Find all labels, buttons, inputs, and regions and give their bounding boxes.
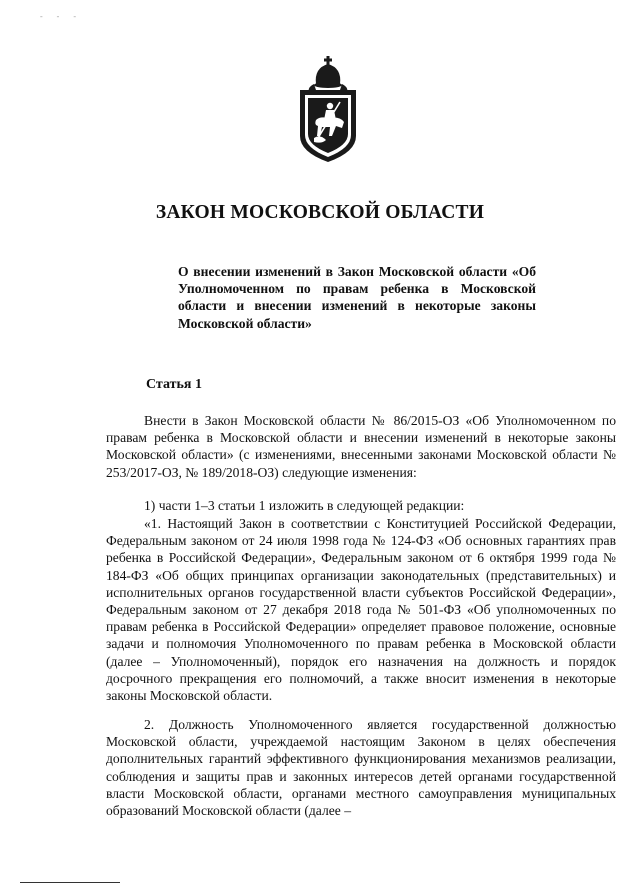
footnote-divider — [20, 882, 120, 883]
quoted-part-2-paragraph: 2. Должность Уполномоченного является государственной должностью Московской области, учреждаемой настоящим Законом в целях обеспечения дополнительных гарантий эффективного функционирования механизмов реализации, соблюдения и защиты прав и законных интересов детей органами государственной власти Московской области, органами местного самоуправления муниципальных образований Московской области (далее – — [106, 717, 616, 819]
coat-of-arms-icon — [296, 54, 360, 166]
scan-marks: - - - — [40, 12, 82, 21]
article-intro-paragraph: Внести в Закон Московской области № 86/2015-ОЗ «Об Уполномоченном по правам ребенка в Московской области и внесении изменений в некоторые законы Московской области» (с изменениями, внесенными законами Московской области № 253/2017-ОЗ, № 189/2018-ОЗ) следующие изменения: — [106, 413, 616, 480]
amendment-item-1: 1) части 1–3 статьи 1 изложить в следующей редакции: — [144, 498, 465, 513]
law-title: ЗАКОН МОСКОВСКОЙ ОБЛАСТИ — [155, 202, 485, 223]
article-heading: Статья 1 — [146, 377, 202, 392]
quoted-part-1-paragraph: «1. Настоящий Закон в соответствии с Конституцией Российской Федерации, Федеральным законом от 24 июля 1998 года № 124-ФЗ «Об основных гарантиях прав ребенка в Российской Федерации», Федеральным законом от 6 октября 1999 года № 184-ФЗ «Об общих принципах организации законодательных (представительных) и исполнительных органов государственной власти субъектов Российской Федерации», Федеральным законом от 27 декабря 2018 года № 501-ФЗ «Об уполномоченных по правам ребенка в Российской Федерации» определяет правовое положение, основные задачи и полномочия Уполномоченного по правам ребенка в Московской области (далее – Уполномоченный), порядок его назначения на должность и порядок досрочного прекращения его полномочий, а также вносит изменения в некоторые законы Московской области. — [106, 516, 616, 704]
law-subject: О внесении изменений в Закон Московской области «Об Уполномоченном по правам ребенка в Московской области и внесении изменений в некоторые законы Московской области» — [178, 264, 536, 331]
